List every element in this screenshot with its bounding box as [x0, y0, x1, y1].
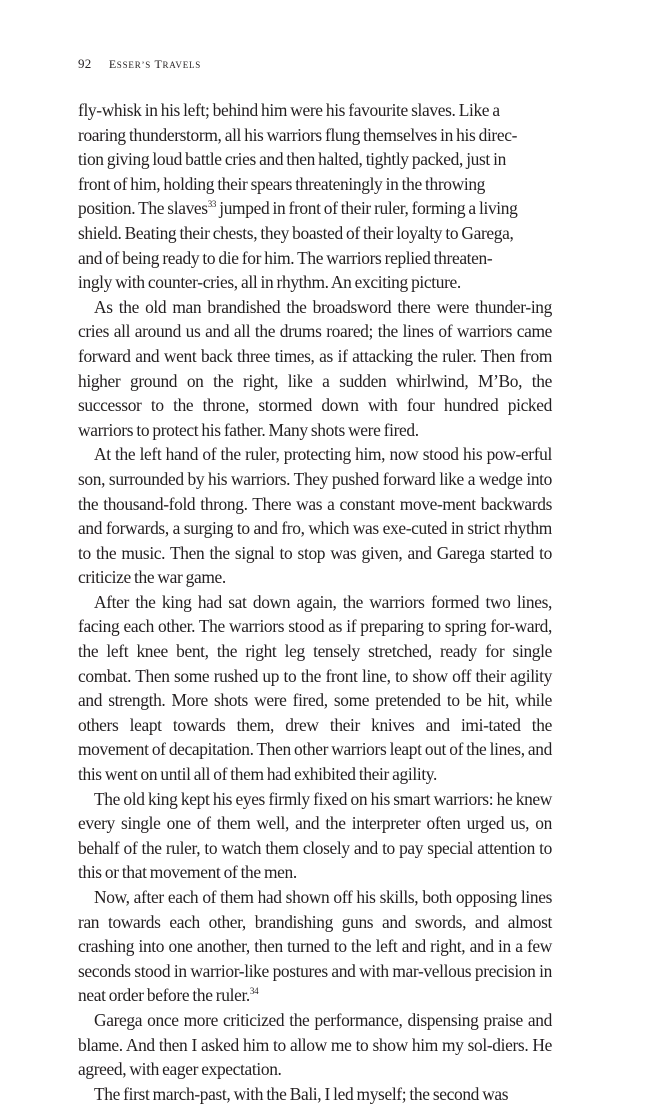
- paragraph-1: [78, 98, 552, 295]
- footnote-ref-34[interactable]: 34: [249, 986, 259, 997]
- running-title: [109, 57, 201, 71]
- running-title-rest-2: RAVELS: [162, 60, 202, 70]
- footnote-ref-33[interactable]: 33: [207, 199, 217, 210]
- paragraph-1-line-6: shield. Beating their chests, they boasted of their loyalty to Garega,: [78, 222, 514, 243]
- running-head: [78, 55, 201, 74]
- paragraph-5: The old king kept his eyes firmly fixed on his smart warriors: he knew every single one of them well, and the interpreter often urged us, on behalf of the ruler, to watch them closely and to pay special attention to this or that movement of the men.: [78, 788, 552, 883]
- paragraph-6-text: Now, after each of them had shown off his skills, both opposing lines ran towards each other, brandishing guns and swords, and almost crashing into one another, then turned to the left and right, and in a few seconds stood in warrior-like postures and with mar-vellous precision in neat order before the ruler.: [78, 887, 552, 1006]
- paragraph-3: At the left hand of the ruler, protecting him, now stood his pow-erful son, surrounded by his warriors. They pushed forward like a wedge into the thousand-fold throng. There was a constant move-ment backwards and forwards, a surging to and fro, which was exe-cuted in strict rhythm to the music. Then the signal to stop was given, and Garega started to criticize the war game.: [78, 444, 552, 588]
- paragraph-1-line-5: position. The slaves: [78, 198, 208, 219]
- paragraph-2: As the old man brandished the broadsword there were thunder-ing cries all around us and all the drums roared; the lines of warriors came forward and went back three times, as if attacking the ruler. Then from higher ground on the right, like a sudden whirlwind, M’Bo, the successor to the throne, stormed down with four hundred picked warriors to protect his father. Many shots were fired.: [78, 296, 552, 440]
- running-title-rest-1: SSER’S: [116, 60, 152, 70]
- paragraph-1-line-8: ingly with counter-cries, all in rhythm. An exciting picture.: [78, 272, 461, 293]
- paragraph-8: The first march-past, with the Bali, I led myself; the second was: [94, 1083, 509, 1104]
- running-title-initial-1: E: [108, 57, 117, 71]
- page-number: 92: [78, 56, 92, 71]
- body-text: [78, 98, 552, 1106]
- paragraph-6: [78, 885, 552, 1008]
- paragraph-1-line-2: roaring thunderstorm, all his warriors flung themselves in his direc-: [78, 124, 518, 145]
- paragraph-4: After the king had sat down again, the warriors formed two lines, facing each other. The warriors stood as if preparing to spring for-ward, the left knee bent, the right leg tensely stretched, ready for single combat. Then some rushed up to the front line, to show off their agility and strength. More shots were fired, some pretended to be hit, while others leapt towards them, drew their knives and imi-tated the movement of decapitation. Then other warriors leapt out of the lines, and this went on until all of them had exhibited their agility.: [78, 591, 552, 785]
- paragraph-1-line-4: front of him, holding their spears threateningly in the throwing: [78, 173, 486, 194]
- paragraph-1-line-1: fly-whisk in his left; behind him were his favourite slaves. Like a: [78, 100, 500, 120]
- paragraph-1-line-3: tion giving loud battle cries and then halted, tightly packed, just in: [78, 149, 506, 170]
- paragraph-1-line-7: and of being ready to die for him. The warriors replied threaten-: [78, 247, 493, 268]
- paragraph-7: Garega once more criticized the performance, dispensing praise and blame. And then I asked him to allow me to show him my sol-diers. He agreed, with eager expectation.: [78, 1009, 552, 1080]
- paragraph-1-line-5b: jumped in front of their ruler, forming a living: [219, 198, 518, 219]
- running-title-initial-2: T: [154, 57, 163, 71]
